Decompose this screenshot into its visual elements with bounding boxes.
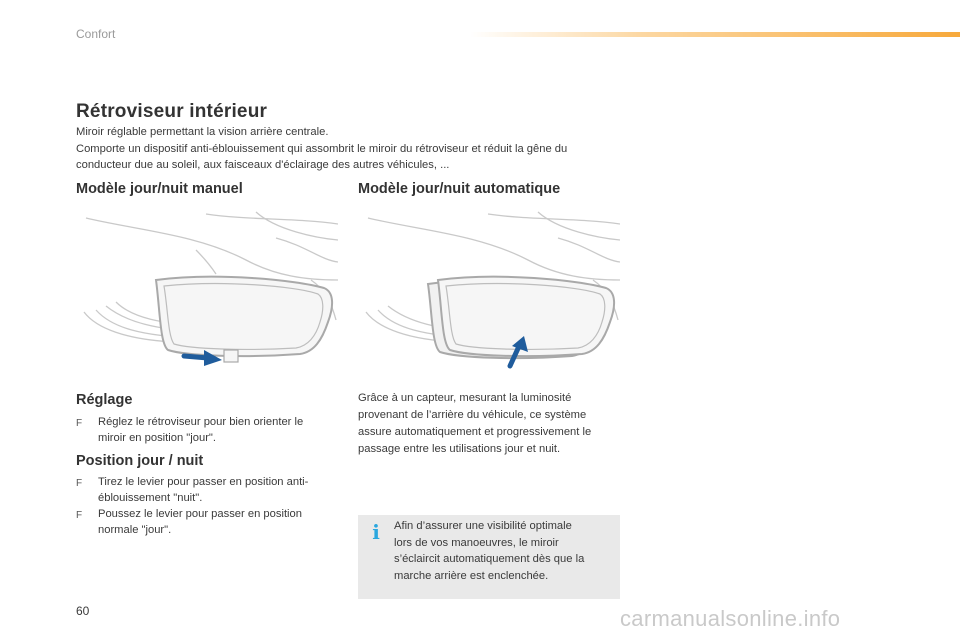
bullet-line: normale "jour".	[98, 523, 172, 536]
info-line: lors de vos manoeuvres, le miroir	[394, 536, 559, 549]
para-line: assure automatiquement et progressivement le	[358, 426, 592, 438]
section-label: Confort	[76, 27, 116, 41]
bullet-line: miroir en position "jour".	[98, 431, 216, 444]
intro-line: conducteur due au soleil, aux faisceaux d'éclairage des autres véhicules, ...	[76, 159, 450, 171]
bullet-line: Poussez le levier pour passer en position	[98, 508, 302, 520]
manual-mirror-drawing	[76, 210, 338, 372]
adjust-heading: Réglage	[76, 392, 133, 408]
info-line: Afin d’assurer une visibilité optimale	[394, 520, 572, 532]
bullet-mark: F	[76, 478, 83, 489]
header-accent-bar	[470, 32, 960, 37]
page-number: 60	[76, 604, 90, 618]
para-line: Grâce à un capteur, mesurant la luminosité	[358, 392, 572, 404]
para-line: provenant de l’arrière du véhicule, ce système	[358, 409, 587, 421]
page-title: Rétroviseur intérieur	[76, 101, 268, 122]
intro-text	[76, 124, 636, 174]
adjust-bullet	[76, 415, 341, 446]
automatic-description	[358, 390, 620, 458]
intro-line: Miroir réglable permettant la vision arrière centrale.	[76, 126, 329, 138]
info-text	[394, 518, 610, 584]
info-line: s’éclaircit automatiquement dès que la	[394, 553, 585, 565]
daynight-bullet-list	[76, 475, 341, 539]
adjust-bullet-list	[76, 415, 341, 447]
automatic-model-heading: Modèle jour/nuit automatique	[358, 181, 561, 197]
bullet-line: Tirez le levier pour passer en position anti-	[98, 476, 309, 488]
manual-mirror-illustration	[76, 210, 338, 372]
daynight-bullet	[76, 475, 341, 506]
daynight-heading: Position jour / nuit	[76, 453, 204, 469]
bullet-line: éblouissement "nuit".	[98, 491, 203, 504]
manual-model-heading: Modèle jour/nuit manuel	[76, 181, 243, 197]
bullet-mark: F	[76, 418, 83, 429]
automatic-mirror-illustration	[358, 210, 620, 372]
bullet-mark: F	[76, 510, 83, 521]
info-icon: i	[372, 520, 380, 544]
bullet-line: Réglez le rétroviseur pour bien orienter le	[98, 416, 304, 428]
info-line: marche arrière est enclenchée.	[394, 569, 549, 582]
watermark: carmanualsonline.info	[620, 606, 841, 631]
intro-line: Comporte un dispositif anti-éblouissement qui assombrit le miroir du rétroviseur et réduit la gêne du	[76, 142, 568, 155]
automatic-mirror-drawing	[358, 210, 620, 372]
daynight-bullet	[76, 507, 341, 538]
para-line: passage entre les utilisations jour et nuit.	[358, 443, 561, 455]
